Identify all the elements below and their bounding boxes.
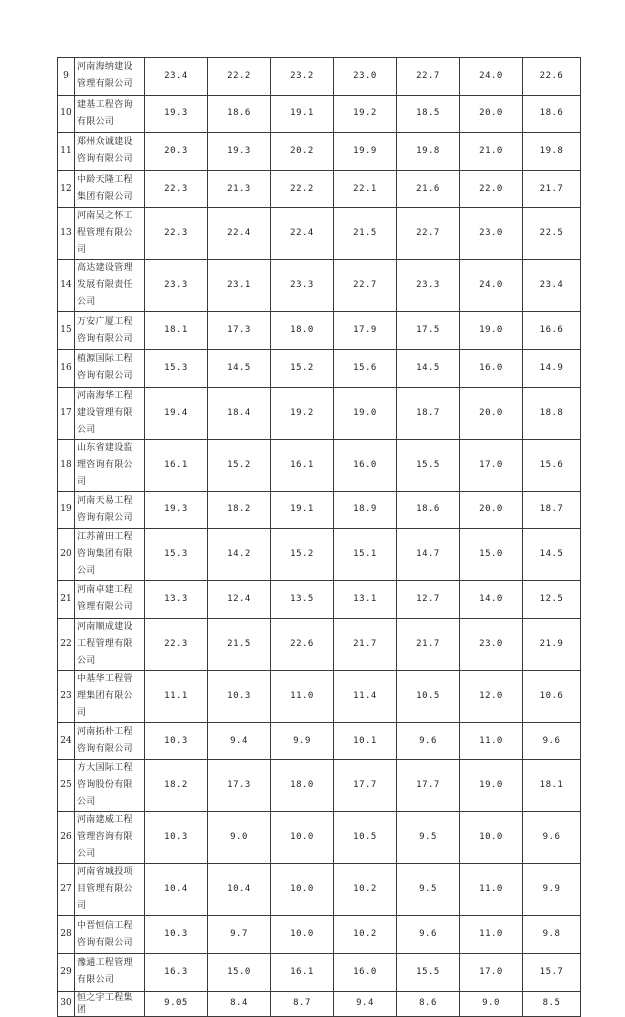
row-number: 22 — [58, 618, 75, 670]
table-row — [58, 312, 581, 350]
table-row — [58, 95, 581, 133]
score-cell: 21.7 — [334, 618, 397, 670]
score-cell: 18.1 — [523, 760, 581, 812]
score-cell: 9.05 — [145, 991, 208, 1016]
company-name: 河南天易工程咨询有限公司 — [75, 491, 145, 529]
score-cell: 10.5 — [397, 670, 460, 722]
score-cell: 18.2 — [208, 491, 271, 529]
score-cell: 8.4 — [208, 991, 271, 1016]
score-cell: 18.8 — [523, 387, 581, 439]
score-cell: 10.0 — [271, 812, 334, 864]
row-number: 27 — [58, 864, 75, 916]
score-cell: 17.9 — [334, 312, 397, 350]
score-cell: 9.5 — [397, 864, 460, 916]
table-row — [58, 670, 581, 722]
score-cell: 10.3 — [145, 722, 208, 760]
score-cell: 10.2 — [334, 864, 397, 916]
company-name: 河南卓建工程管理有限公司 — [75, 581, 145, 619]
company-name: 植源国际工程咨询有限公司 — [75, 349, 145, 387]
score-cell: 15.0 — [208, 953, 271, 991]
company-name: 建基工程咨询有限公司 — [75, 95, 145, 133]
row-number: 9 — [58, 58, 75, 96]
row-number: 24 — [58, 722, 75, 760]
score-cell: 13.5 — [271, 581, 334, 619]
table-row — [58, 170, 581, 208]
score-cell: 18.0 — [271, 760, 334, 812]
score-cell: 22.2 — [208, 58, 271, 96]
company-name: 河南海纳建设管理有限公司 — [75, 58, 145, 96]
row-number: 30 — [58, 991, 75, 1016]
score-cell: 24.0 — [460, 260, 523, 312]
company-name: 河南建威工程管理咨询有限公司 — [75, 812, 145, 864]
row-number: 20 — [58, 529, 75, 581]
table-row — [58, 916, 581, 954]
score-cell: 22.4 — [208, 208, 271, 260]
score-cell: 22.2 — [271, 170, 334, 208]
score-cell: 19.2 — [271, 387, 334, 439]
score-cell: 9.5 — [397, 812, 460, 864]
company-name: 山东省建设监理咨询有限公司 — [75, 439, 145, 491]
score-cell: 18.2 — [145, 760, 208, 812]
score-cell: 16.0 — [460, 349, 523, 387]
score-cell: 16.1 — [145, 439, 208, 491]
score-cell: 14.2 — [208, 529, 271, 581]
score-cell: 19.0 — [334, 387, 397, 439]
score-cell: 9.4 — [334, 991, 397, 1016]
row-number: 28 — [58, 916, 75, 954]
score-cell: 15.7 — [523, 953, 581, 991]
score-cell: 10.4 — [208, 864, 271, 916]
score-cell: 16.0 — [334, 953, 397, 991]
score-cell: 18.6 — [397, 491, 460, 529]
table-row — [58, 618, 581, 670]
score-cell: 12.7 — [397, 581, 460, 619]
table-row — [58, 387, 581, 439]
table-row — [58, 208, 581, 260]
table-row — [58, 133, 581, 171]
row-number: 23 — [58, 670, 75, 722]
score-cell: 10.5 — [334, 812, 397, 864]
score-cell: 14.9 — [523, 349, 581, 387]
table-row — [58, 991, 581, 1016]
score-cell: 15.3 — [145, 349, 208, 387]
score-cell: 23.0 — [460, 208, 523, 260]
score-cell: 19.8 — [523, 133, 581, 171]
score-cell: 23.1 — [208, 260, 271, 312]
row-number: 12 — [58, 170, 75, 208]
row-number: 16 — [58, 349, 75, 387]
score-cell: 9.6 — [397, 916, 460, 954]
score-cell: 22.7 — [397, 58, 460, 96]
score-cell: 23.3 — [397, 260, 460, 312]
score-cell: 22.0 — [460, 170, 523, 208]
score-cell: 19.0 — [460, 760, 523, 812]
company-name: 豫通工程管理有限公司 — [75, 953, 145, 991]
score-cell: 18.0 — [271, 312, 334, 350]
table-row — [58, 812, 581, 864]
table-row — [58, 260, 581, 312]
score-cell: 19.3 — [145, 491, 208, 529]
score-cell: 17.0 — [460, 953, 523, 991]
score-cell: 19.1 — [271, 95, 334, 133]
company-name: 河南吴之怀工程管理有限公司 — [75, 208, 145, 260]
score-cell: 15.5 — [397, 953, 460, 991]
score-cell: 17.3 — [208, 760, 271, 812]
table-row — [58, 58, 581, 96]
row-number: 21 — [58, 581, 75, 619]
score-cell: 18.9 — [334, 491, 397, 529]
score-cell: 10.3 — [145, 916, 208, 954]
score-cell: 11.0 — [460, 916, 523, 954]
company-name: 高达建设管理发展有限责任公司 — [75, 260, 145, 312]
score-cell: 10.6 — [523, 670, 581, 722]
table-row — [58, 722, 581, 760]
company-name: 恒之宇工程集团 — [75, 991, 145, 1016]
score-cell: 22.4 — [271, 208, 334, 260]
score-cell: 18.1 — [145, 312, 208, 350]
company-name: 河南省城投项目管理有限公司 — [75, 864, 145, 916]
score-cell: 8.5 — [523, 991, 581, 1016]
score-cell: 23.3 — [145, 260, 208, 312]
score-cell: 10.4 — [145, 864, 208, 916]
table-row — [58, 349, 581, 387]
score-cell: 22.3 — [145, 208, 208, 260]
score-cell: 19.8 — [397, 133, 460, 171]
score-cell: 20.0 — [460, 387, 523, 439]
score-cell: 15.1 — [334, 529, 397, 581]
score-cell: 9.0 — [208, 812, 271, 864]
score-cell: 18.7 — [523, 491, 581, 529]
score-cell: 11.4 — [334, 670, 397, 722]
score-cell: 17.7 — [397, 760, 460, 812]
score-cell: 14.5 — [208, 349, 271, 387]
table-row — [58, 529, 581, 581]
score-cell: 15.2 — [271, 349, 334, 387]
score-cell: 9.7 — [208, 916, 271, 954]
score-cell: 15.2 — [208, 439, 271, 491]
score-cell: 21.0 — [460, 133, 523, 171]
score-cell: 18.7 — [397, 387, 460, 439]
table-row — [58, 953, 581, 991]
score-cell: 15.3 — [145, 529, 208, 581]
row-number: 25 — [58, 760, 75, 812]
company-name: 江苏莆田工程咨询集团有限公司 — [75, 529, 145, 581]
score-cell: 13.3 — [145, 581, 208, 619]
score-cell: 12.0 — [460, 670, 523, 722]
score-cell: 10.2 — [334, 916, 397, 954]
score-cell: 9.0 — [460, 991, 523, 1016]
table-row — [58, 581, 581, 619]
score-cell: 17.5 — [397, 312, 460, 350]
table-row — [58, 439, 581, 491]
score-cell: 21.3 — [208, 170, 271, 208]
score-cell: 23.4 — [145, 58, 208, 96]
score-cell: 11.0 — [460, 722, 523, 760]
table-body — [58, 58, 581, 1017]
score-cell: 8.6 — [397, 991, 460, 1016]
table-row — [58, 864, 581, 916]
row-number: 29 — [58, 953, 75, 991]
score-cell: 10.0 — [271, 916, 334, 954]
score-cell: 10.3 — [145, 812, 208, 864]
score-cell: 20.0 — [460, 491, 523, 529]
score-cell: 14.7 — [397, 529, 460, 581]
row-number: 13 — [58, 208, 75, 260]
score-table — [57, 57, 581, 1017]
row-number: 18 — [58, 439, 75, 491]
score-cell: 24.0 — [460, 58, 523, 96]
score-cell: 9.6 — [523, 722, 581, 760]
score-cell: 14.5 — [523, 529, 581, 581]
score-cell: 16.3 — [145, 953, 208, 991]
score-cell: 21.9 — [523, 618, 581, 670]
score-cell: 11.0 — [460, 864, 523, 916]
score-cell: 16.1 — [271, 439, 334, 491]
score-cell: 21.7 — [523, 170, 581, 208]
score-cell: 20.3 — [145, 133, 208, 171]
score-cell: 22.7 — [334, 260, 397, 312]
score-cell: 23.0 — [334, 58, 397, 96]
score-cell: 14.5 — [397, 349, 460, 387]
score-cell: 21.5 — [208, 618, 271, 670]
score-cell: 16.0 — [334, 439, 397, 491]
score-cell: 15.0 — [460, 529, 523, 581]
score-cell: 9.9 — [271, 722, 334, 760]
score-cell: 13.1 — [334, 581, 397, 619]
score-cell: 15.2 — [271, 529, 334, 581]
score-cell: 19.0 — [460, 312, 523, 350]
score-cell: 11.1 — [145, 670, 208, 722]
score-cell: 21.5 — [334, 208, 397, 260]
score-cell: 22.6 — [271, 618, 334, 670]
score-cell: 9.6 — [523, 812, 581, 864]
score-cell: 22.3 — [145, 170, 208, 208]
score-cell: 22.1 — [334, 170, 397, 208]
company-name: 中基华工程管理集团有限公司 — [75, 670, 145, 722]
score-cell: 20.2 — [271, 133, 334, 171]
score-cell: 23.2 — [271, 58, 334, 96]
score-cell: 9.6 — [397, 722, 460, 760]
score-cell: 17.0 — [460, 439, 523, 491]
row-number: 19 — [58, 491, 75, 529]
score-cell: 17.7 — [334, 760, 397, 812]
score-cell: 19.9 — [334, 133, 397, 171]
score-cell: 18.6 — [208, 95, 271, 133]
score-cell: 16.1 — [271, 953, 334, 991]
score-cell: 9.4 — [208, 722, 271, 760]
score-cell: 19.4 — [145, 387, 208, 439]
score-cell: 19.3 — [145, 95, 208, 133]
score-cell: 22.6 — [523, 58, 581, 96]
score-cell: 23.4 — [523, 260, 581, 312]
score-cell: 10.0 — [460, 812, 523, 864]
company-name: 郑州众诚建设咨询有限公司 — [75, 133, 145, 171]
score-cell: 15.5 — [397, 439, 460, 491]
company-name: 方大国际工程咨询股份有限公司 — [75, 760, 145, 812]
score-cell: 18.4 — [208, 387, 271, 439]
row-number: 10 — [58, 95, 75, 133]
score-cell: 21.6 — [397, 170, 460, 208]
score-cell: 9.8 — [523, 916, 581, 954]
score-cell: 10.0 — [271, 864, 334, 916]
table-row — [58, 760, 581, 812]
row-number: 11 — [58, 133, 75, 171]
company-name: 河南拓朴工程咨询有限公司 — [75, 722, 145, 760]
row-number: 15 — [58, 312, 75, 350]
company-name: 万安广厦工程咨询有限公司 — [75, 312, 145, 350]
score-cell: 22.5 — [523, 208, 581, 260]
score-cell: 16.6 — [523, 312, 581, 350]
score-cell: 10.1 — [334, 722, 397, 760]
score-cell: 22.7 — [397, 208, 460, 260]
company-name: 河南海华工程建设管理有限公司 — [75, 387, 145, 439]
row-number: 17 — [58, 387, 75, 439]
score-cell: 18.6 — [523, 95, 581, 133]
score-cell: 10.3 — [208, 670, 271, 722]
score-cell: 22.3 — [145, 618, 208, 670]
table-row — [58, 491, 581, 529]
score-cell: 11.0 — [271, 670, 334, 722]
company-name: 河南顺成建设工程管理有限公司 — [75, 618, 145, 670]
score-cell: 23.0 — [460, 618, 523, 670]
score-cell: 8.7 — [271, 991, 334, 1016]
score-cell: 12.5 — [523, 581, 581, 619]
score-cell: 21.7 — [397, 618, 460, 670]
row-number: 26 — [58, 812, 75, 864]
score-cell: 19.1 — [271, 491, 334, 529]
score-cell: 12.4 — [208, 581, 271, 619]
score-cell: 23.3 — [271, 260, 334, 312]
score-cell: 17.3 — [208, 312, 271, 350]
score-cell: 19.3 — [208, 133, 271, 171]
score-cell: 15.6 — [334, 349, 397, 387]
score-cell: 9.9 — [523, 864, 581, 916]
score-cell: 20.0 — [460, 95, 523, 133]
company-name: 中晋恒信工程咨询有限公司 — [75, 916, 145, 954]
score-cell: 19.2 — [334, 95, 397, 133]
score-cell: 14.0 — [460, 581, 523, 619]
score-cell: 18.5 — [397, 95, 460, 133]
score-cell: 15.6 — [523, 439, 581, 491]
row-number: 14 — [58, 260, 75, 312]
company-name: 中龄天隆工程集团有限公司 — [75, 170, 145, 208]
